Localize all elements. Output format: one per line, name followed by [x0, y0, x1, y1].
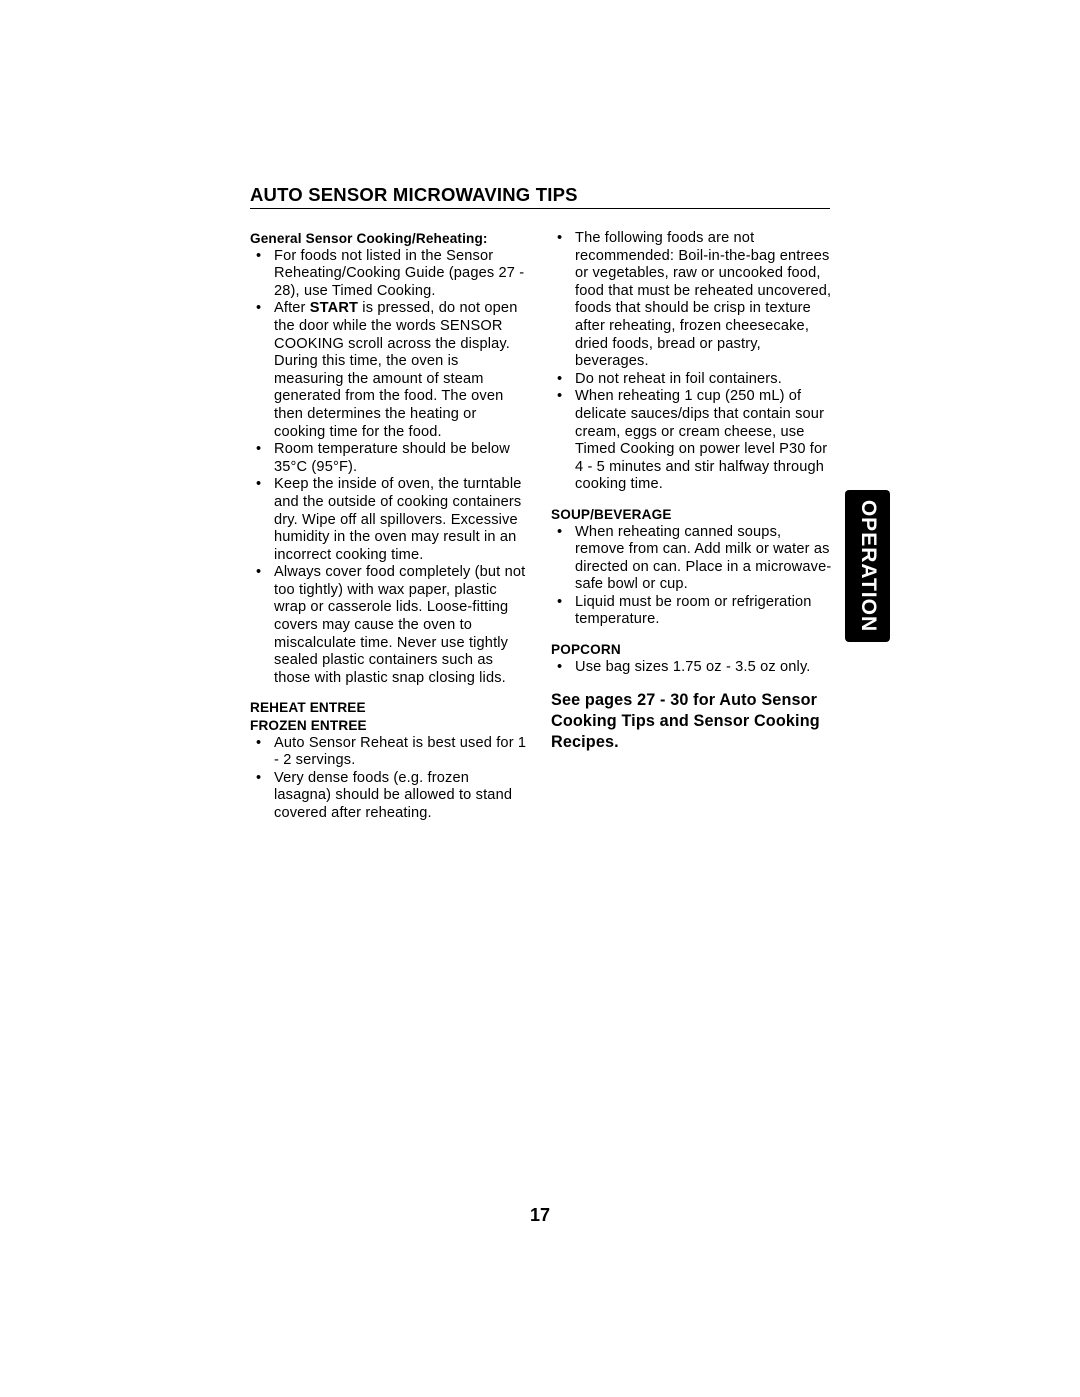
general-tips-list [551, 230, 833, 494]
reheat-entree-heading: REHEAT ENTREE [250, 700, 366, 716]
bullet: • [557, 523, 563, 540]
item-text: Auto Sensor Reheat is best used for 1 - 2 servings. [274, 734, 527, 769]
list-item [551, 594, 833, 629]
item-text: When reheating canned soups, remove from can. Add milk or water as directed on can. Place in a microwave-safe bowl or cup. [575, 523, 832, 593]
bullet: • [557, 370, 563, 387]
item-text: Room temperature should be below 35°C (95°F). [274, 441, 510, 475]
list-item [551, 371, 833, 389]
operation-side-tab [845, 490, 890, 642]
page-number: 17 [529, 1205, 551, 1225]
operation-tab-label: OPERATION [856, 499, 880, 633]
item-text: Always cover food completely (but not too tightly) with wax paper, plastic wrap or casserole lids. Loose-fitting covers may cause the oven to miscalculate time. Never use tightly sealed plastic containers such as those with plastic snap closing lids. [274, 564, 526, 686]
list-item [551, 230, 833, 371]
item-text: Very dense foods (e.g. frozen lasagna) should be allowed to stand covered after reheating. [274, 769, 513, 821]
list-item [551, 659, 833, 677]
list-item [250, 735, 528, 770]
popcorn-heading: POPCORN [551, 642, 621, 658]
see-pages-note: See pages 27 - 30 for Auto Sensor Cooking Tips and Sensor Cooking Recipes. [551, 691, 820, 752]
general-sensor-list [250, 248, 528, 688]
bullet: • [557, 230, 563, 246]
bullet: • [256, 476, 262, 493]
bullet: • [256, 734, 262, 751]
item-text: The following foods are not recommended: Boil-in-the-bag entrees or vegetables, raw or uncooked food, food that must be reheated uncovered, foods that should be crisp in texture after reheating, frozen cheesecake, dried foods, bread or pastry, beverages. [575, 230, 832, 370]
bullet: • [256, 441, 262, 458]
list-item [250, 300, 528, 441]
item-text-before: After [274, 300, 310, 317]
start-key-label: START [309, 300, 359, 317]
list-item [250, 441, 528, 476]
item-text: Liquid must be room or refrigeration temperature. [575, 593, 812, 628]
bullet: • [557, 388, 563, 405]
bullet: • [256, 247, 262, 264]
bullet: • [557, 593, 563, 610]
title-rule [250, 208, 830, 209]
list-item [250, 770, 528, 823]
soup-beverage-heading: SOUP/BEVERAGE [551, 506, 672, 522]
section-title: AUTO SENSOR MICROWAVING TIPS [250, 184, 578, 205]
bullet: • [256, 769, 262, 786]
list-item [250, 564, 528, 687]
general-sensor-heading: General Sensor Cooking/Reheating: [250, 231, 488, 246]
right-column [551, 230, 833, 753]
bullet: • [256, 564, 262, 581]
popcorn-list [551, 659, 833, 677]
item-text: For foods not listed in the Sensor Reheating/Cooking Guide (pages 27 - 28), use Timed Cooking. [274, 247, 525, 299]
item-text: When reheating 1 cup (250 mL) of delicate sauces/dips that contain sour cream, eggs or cream cheese, use Timed Cooking on power level P30 for 4 - 5 minutes and stir halfway through cooking time. [575, 388, 828, 493]
item-text: Do not reheat in foil containers. [575, 370, 782, 387]
list-item [250, 476, 528, 564]
list-item [250, 248, 528, 301]
bullet: • [256, 300, 262, 317]
list-item [551, 388, 833, 494]
item-text: Use bag sizes 1.75 oz - 3.5 oz only. [575, 658, 811, 675]
bullet: • [557, 658, 563, 675]
left-column [250, 230, 528, 823]
soup-beverage-list [551, 524, 833, 630]
frozen-entree-heading: FROZEN ENTREE [250, 718, 367, 734]
item-text: Keep the inside of oven, the turntable and the outside of cooking containers dry. Wipe off all spillovers. Excessive humidity in the oven may result in an incorrect cooking time. [274, 476, 522, 563]
item-text-after: is pressed, do not open the door while the words SENSOR COOKING scroll across the display. During this time, the oven is measuring the amount of steam generated from the food. The oven then determines the heating or cooking time for the food. [274, 300, 518, 440]
reheat-list [250, 735, 528, 823]
list-item [551, 524, 833, 594]
